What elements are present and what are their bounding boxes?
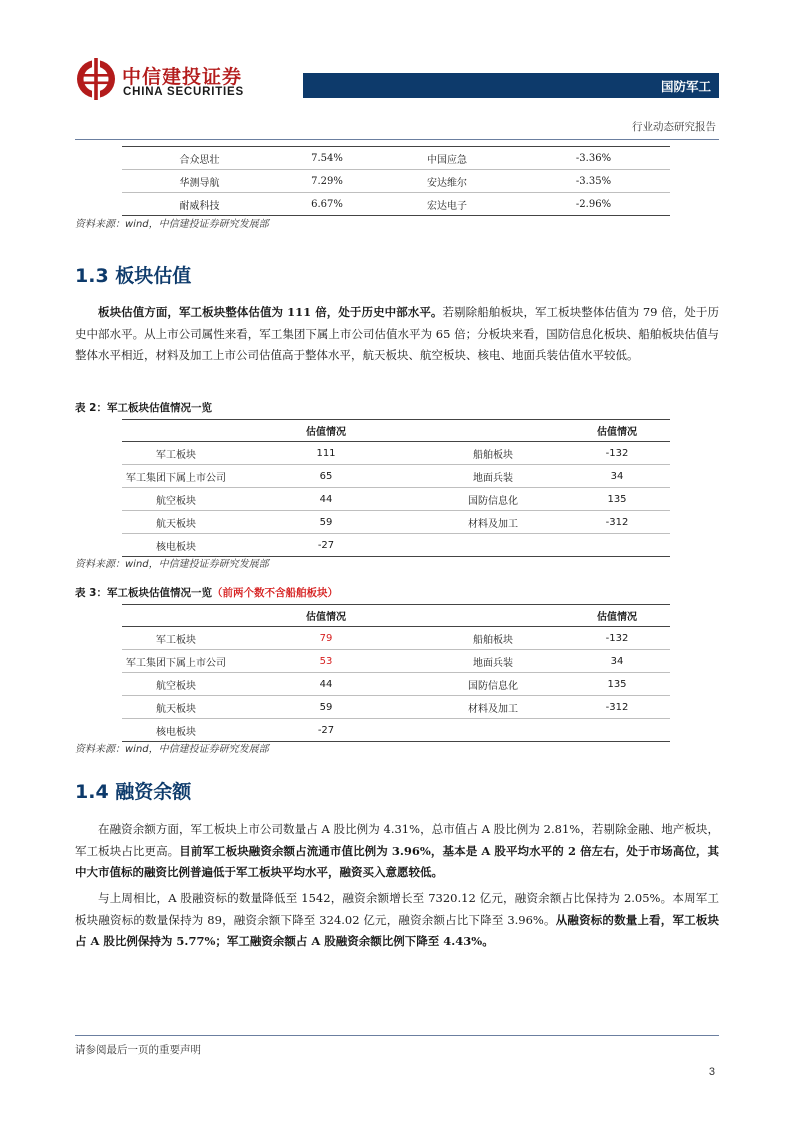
citic-logo-icon (75, 58, 117, 100)
table3-caption (75, 585, 338, 600)
table-cell: 合众思壮 (122, 147, 277, 170)
table-cell: 核电板块 (122, 534, 230, 557)
logo-english-name: CHINA SECURITIES (123, 86, 244, 98)
table-row (122, 170, 670, 193)
table-cell: -132 (564, 442, 670, 465)
margin-paragraph-1 (75, 819, 719, 884)
table-cell: 船舶板块 (422, 627, 564, 650)
table-header-cell (422, 420, 564, 442)
footer-divider (75, 1035, 719, 1036)
table-cell: 国防信息化 (422, 488, 564, 511)
table-cell (564, 534, 670, 557)
table2-source: 资料来源：wind，中信建投证券研究发展部 (75, 559, 269, 570)
table-row (122, 442, 670, 465)
table-cell: 53 (230, 650, 422, 673)
table-cell: 中国应急 (377, 147, 517, 170)
table-cell: 地面兵装 (422, 650, 564, 673)
table-cell: -132 (564, 627, 670, 650)
table-row (122, 534, 670, 557)
table-row (122, 719, 670, 742)
margin-p2-text: 与上周相比，A 股融资标的数量降低至 1542，融资余额增长至 7320.12 亿元，融资余额占比保持为 2.05%。本周军工板块融资标的数量保持为 89，融资余额下降至 324.02 亿元，融资余额占比下降至 3.96%。 (75, 891, 719, 927)
section-heading-valuation: 1.3 板块估值 (75, 265, 192, 287)
table-cell: -27 (230, 719, 422, 742)
table-cell: 核电板块 (122, 719, 230, 742)
table-cell: 44 (230, 488, 422, 511)
table-row (122, 147, 670, 170)
table-cell: 65 (230, 465, 422, 488)
table-cell: -312 (564, 511, 670, 534)
sector-label: 国防军工 (660, 79, 711, 94)
company-logo (75, 58, 250, 103)
table-cell: 6.67% (277, 193, 377, 216)
table-cell: 船舶板块 (422, 442, 564, 465)
table-cell: 59 (230, 696, 422, 719)
table-cell: -3.36% (517, 147, 670, 170)
logo-chinese-name: 中信建投证券 (122, 66, 243, 88)
table-cell: 航空板块 (122, 673, 230, 696)
table-cell: 135 (564, 673, 670, 696)
table-header-cell: 估值情况 (230, 420, 422, 442)
margin-p1-text: 在融资余额方面，军工板块上市公司数量占 A 股比例为 4.31%，总市值占 A 股比例为 2.81%，若剔除金融、地产板块，军工板块占比更高。 (75, 822, 719, 858)
table-header-row (122, 605, 670, 627)
table-cell: 111 (230, 442, 422, 465)
table-cell: 135 (564, 488, 670, 511)
header-divider (75, 139, 719, 140)
section-heading-margin-financing: 1.4 融资余额 (75, 781, 192, 803)
table-cell: 地面兵装 (422, 465, 564, 488)
table-header-cell (122, 605, 230, 627)
valuation-table (122, 419, 670, 557)
table-row (122, 673, 670, 696)
table-header-cell (422, 605, 564, 627)
valuation-table-ex-shipbuilding (122, 604, 670, 742)
table-cell: 34 (564, 465, 670, 488)
table-cell: 7.54% (277, 147, 377, 170)
table-cell: -3.35% (517, 170, 670, 193)
table-cell: 航空板块 (122, 488, 230, 511)
disclaimer-note: 请参阅最后一页的重要声明 (75, 1044, 201, 1056)
table-cell: 安达维尔 (377, 170, 517, 193)
table-row (122, 465, 670, 488)
table3-caption-note: （前两个数不含船舶板块） (211, 587, 338, 599)
table-cell: 44 (230, 673, 422, 696)
margin-p1-bold: 目前军工板块融资余额占流通市值比例为 3.96%，基本是 A 股平均水平的 2 倍左右，处于市场高位，其中大市值标的融资比例普遍低于军工板块平均水平，融资买入意愿较低。 (75, 843, 720, 879)
table3-caption-text: 表 3：军工板块估值情况一览 (75, 587, 212, 599)
table-cell: 军工板块 (122, 627, 230, 650)
margin-p2-bold: 从融资标的数量上看，军工板块占 A 股比例保持为 5.77%；军工融资余额占 A 股融资余额比例下降至 4.43%。 (75, 912, 720, 948)
table-cell: 耐威科技 (122, 193, 277, 216)
table-header-cell (122, 420, 230, 442)
table-row (122, 193, 670, 216)
table-cell: 59 (230, 511, 422, 534)
table-row (122, 511, 670, 534)
page-number: 3 (708, 1066, 715, 1078)
report-type: 行业动态研究报告 (632, 121, 716, 133)
sector-banner (303, 73, 719, 98)
table-row (122, 627, 670, 650)
table-cell: 7.29% (277, 170, 377, 193)
table-header-cell: 估值情况 (564, 605, 670, 627)
table-row (122, 488, 670, 511)
table-cell: 国防信息化 (422, 673, 564, 696)
table2-caption: 表 2：军工板块估值情况一览 (75, 402, 212, 414)
table-header-cell: 估值情况 (230, 605, 422, 627)
valuation-paragraph-text: 若剔除船舶板块，军工板块整体估值为 79 倍，处于历史中部水平。从上市公司属性来看，军工集团下属上市公司估值水平为 65 倍；分板块来看，国防信息化板块、船舶板块估值与整体水平相近，材料及加工上市公司估值高于整体水平，航天板块、航空板块、核电、地面兵装估值水平较低。 (75, 305, 719, 362)
margin-paragraph-2 (75, 888, 719, 953)
table-cell: 军工集团下属上市公司 (122, 465, 230, 488)
table-cell: 材料及加工 (422, 511, 564, 534)
table-cell: 华测导航 (122, 170, 277, 193)
table1-source: 资料来源：wind，中信建投证券研究发展部 (75, 219, 269, 230)
valuation-paragraph-bold: 板块估值方面，军工板块整体估值为 111 倍，处于历史中部水平。 (98, 305, 443, 319)
valuation-paragraph (75, 302, 719, 367)
table-cell: 材料及加工 (422, 696, 564, 719)
table-cell: 宏达电子 (377, 193, 517, 216)
table3-source: 资料来源：wind，中信建投证券研究发展部 (75, 744, 269, 755)
table-cell: 航天板块 (122, 511, 230, 534)
table-cell: -312 (564, 696, 670, 719)
table-cell: 79 (230, 627, 422, 650)
table-header-cell: 估值情况 (564, 420, 670, 442)
table-cell: -2.96% (517, 193, 670, 216)
table-cell: 航天板块 (122, 696, 230, 719)
table-cell: 34 (564, 650, 670, 673)
table-row (122, 650, 670, 673)
table-row (122, 696, 670, 719)
table-cell (564, 719, 670, 742)
top-gainers-losers-table (122, 146, 670, 216)
table-cell: 军工集团下属上市公司 (122, 650, 230, 673)
table-cell: -27 (230, 534, 422, 557)
table-cell (422, 534, 564, 557)
table-cell (422, 719, 564, 742)
table-cell: 军工板块 (122, 442, 230, 465)
table-header-row (122, 420, 670, 442)
